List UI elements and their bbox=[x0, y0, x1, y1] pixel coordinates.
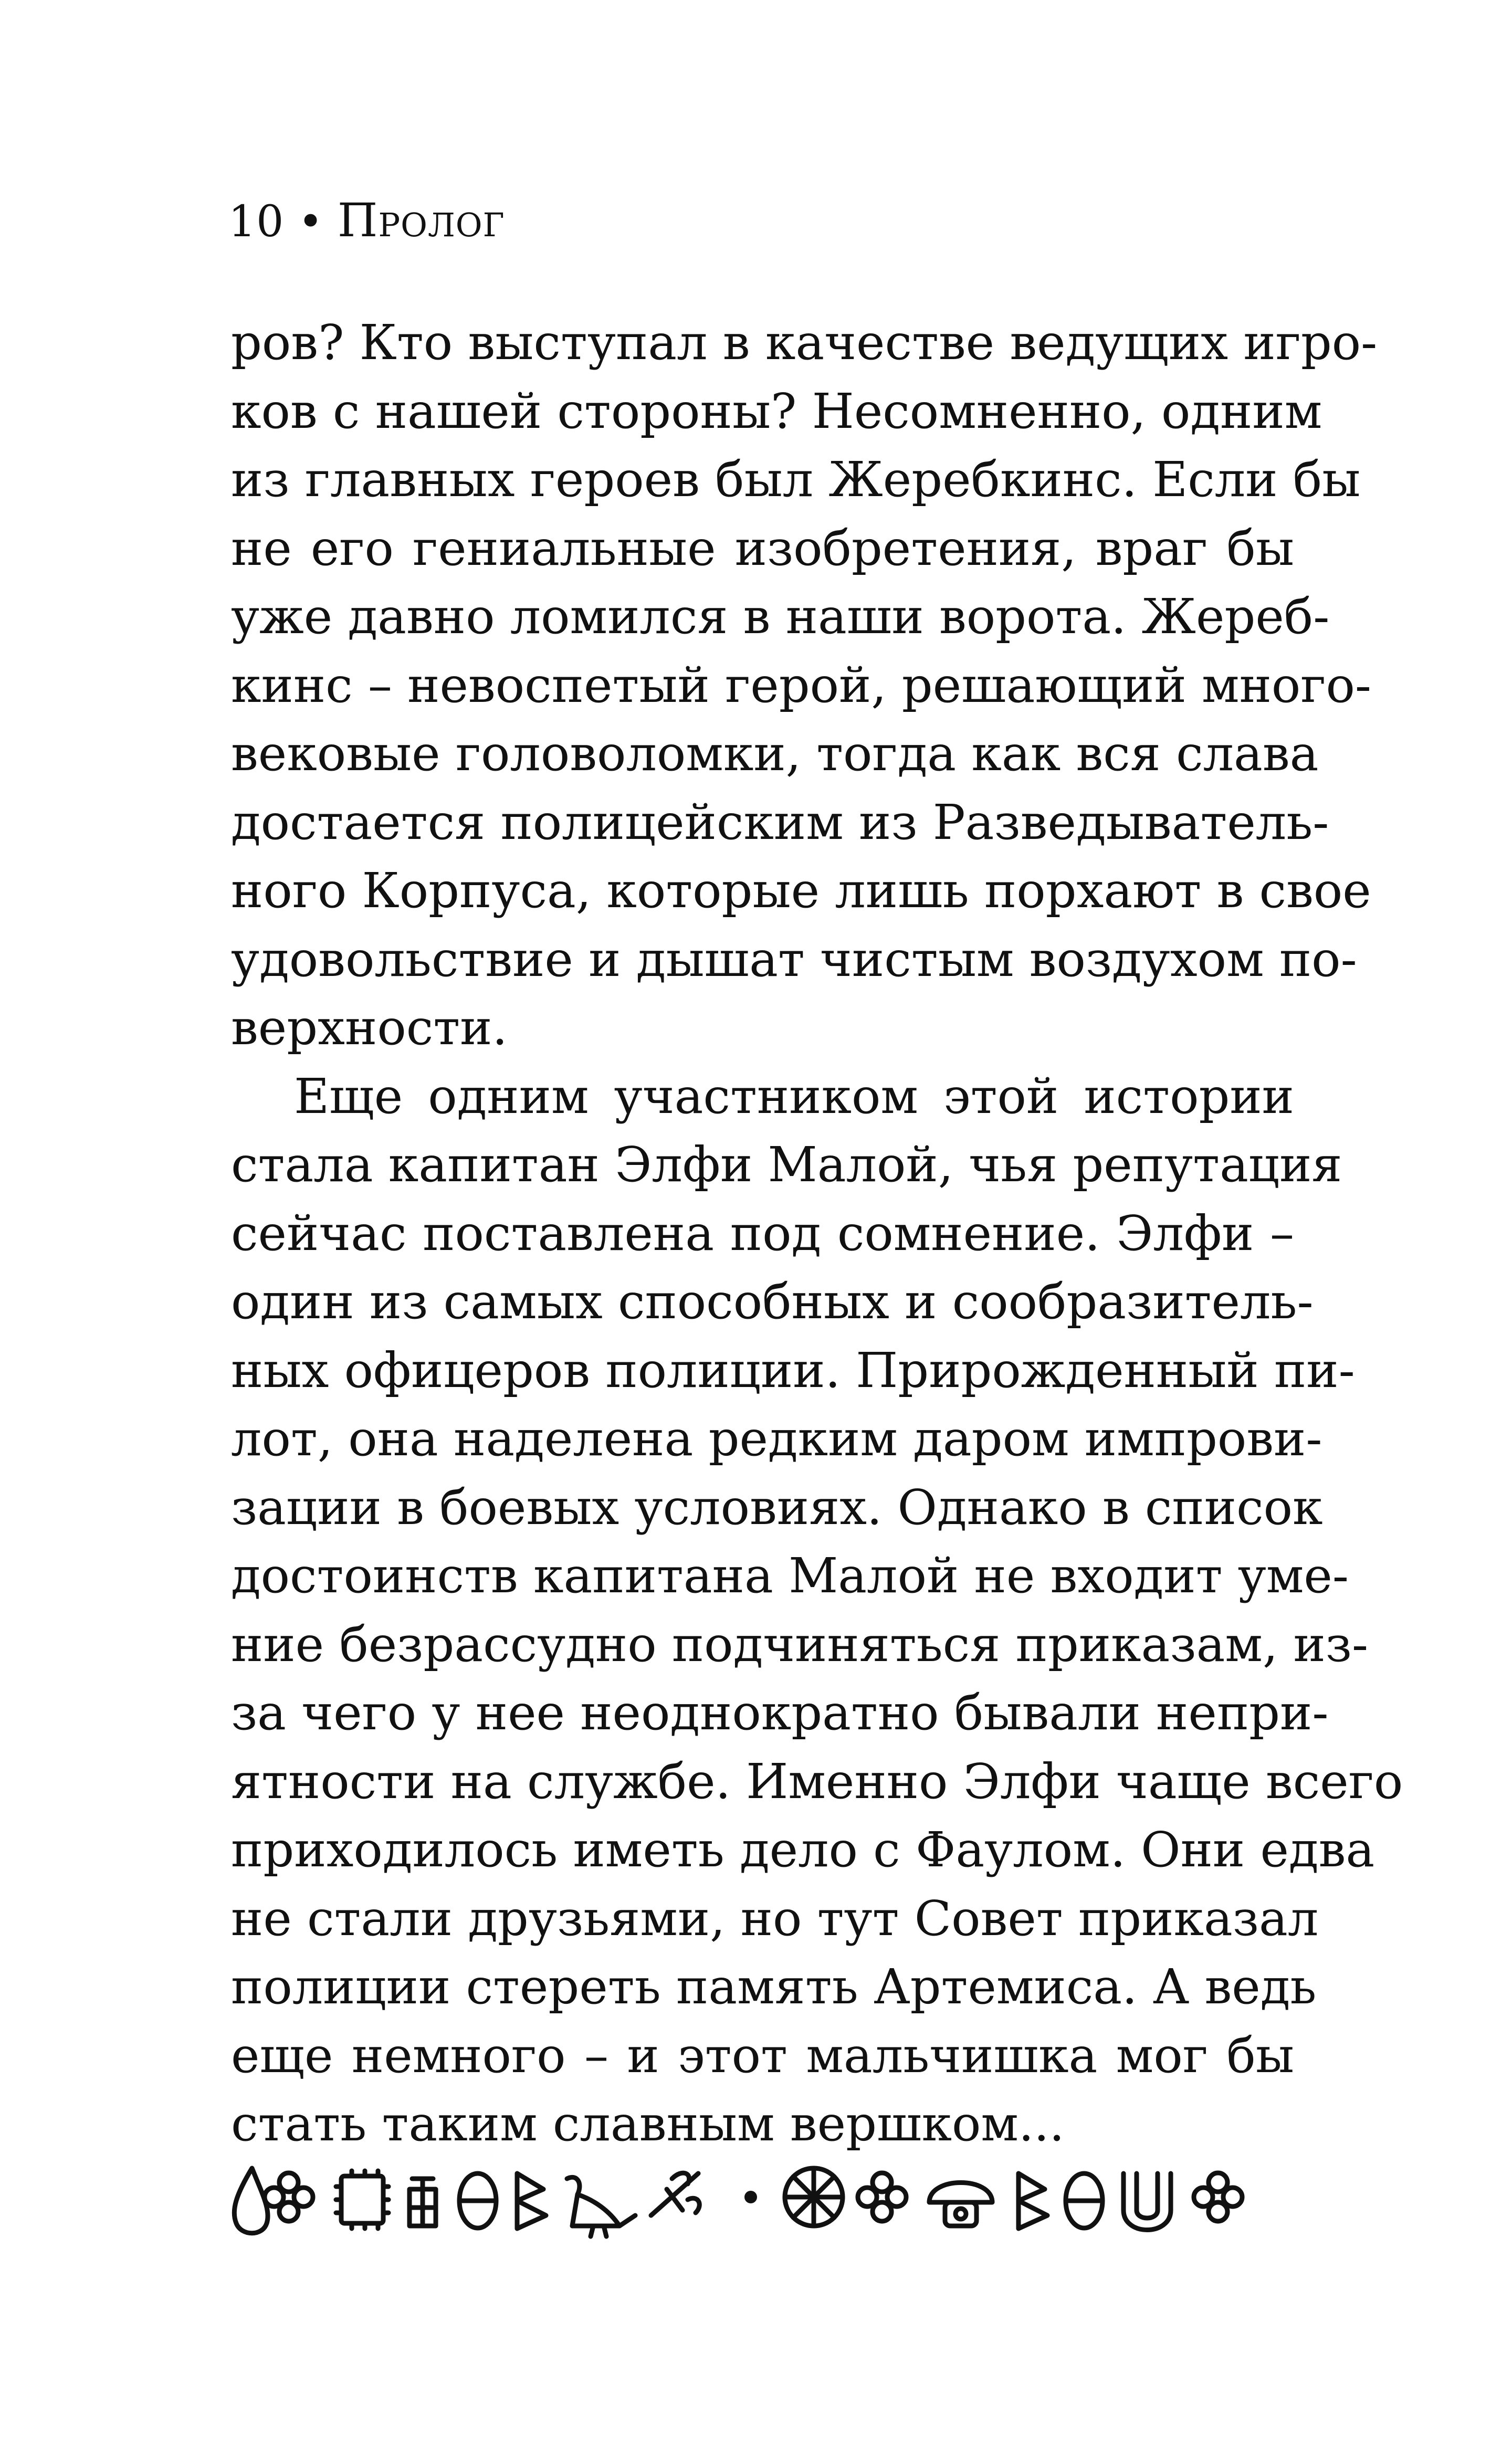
running-head bbox=[228, 194, 505, 248]
text-line: стать таким славным вершком... bbox=[231, 2096, 1065, 2152]
paragraph-1 bbox=[231, 309, 1378, 1063]
text-line: за чего у нее неоднократно бывали непри- bbox=[231, 1685, 1329, 1741]
drop-glyph-icon bbox=[234, 2168, 268, 2233]
text-line: ятности на службе. Именно Элфи чаще всего bbox=[231, 1753, 1403, 1810]
chapter-title: Пролог bbox=[337, 193, 505, 247]
text-line: кинс – невоспетый герой, решающий много- bbox=[231, 657, 1371, 713]
b-glyph-icon bbox=[517, 2173, 546, 2229]
text-line: сейчас поставлена под сомнение. Элфи – bbox=[231, 1205, 1294, 1262]
quatrefoil-glyph-icon bbox=[858, 2173, 906, 2221]
fly-glyph-icon bbox=[651, 2173, 699, 2215]
star-circle-glyph-icon bbox=[785, 2168, 843, 2226]
quatrefoil-glyph-icon bbox=[1194, 2173, 1242, 2221]
bird-glyph-icon bbox=[567, 2177, 635, 2236]
chip-glyph-icon bbox=[336, 2171, 388, 2229]
mushroom-glyph-icon bbox=[929, 2183, 992, 2226]
theta-glyph-icon bbox=[1066, 2173, 1102, 2228]
u-glyph-icon bbox=[1124, 2173, 1171, 2230]
center-dot-icon bbox=[744, 2191, 757, 2203]
text-line: верхности. bbox=[231, 1000, 508, 1056]
quatrefoil-glyph-icon bbox=[265, 2173, 313, 2221]
text-line: полиции стереть память Артемиса. А ведь bbox=[231, 1959, 1317, 2015]
text-line: еще немного – и этот мальчишка мог бы bbox=[231, 2027, 1294, 2084]
text-line: из главных героев был Жеребкинс. Если бы bbox=[231, 451, 1361, 508]
text-line: зации в боевых условиях. Однако в список bbox=[231, 1479, 1323, 1536]
header-separator: • bbox=[298, 197, 324, 247]
figure-glyph-icon bbox=[410, 2179, 436, 2226]
text-line: Еще одним участником этой истории bbox=[294, 1068, 1294, 1125]
text-line: достоинств капитана Малой не входит уме- bbox=[231, 1548, 1349, 1604]
text-line: лот, она наделена редким даром импрови- bbox=[231, 1411, 1322, 1467]
text-line: удовольствие и дышат чистым воздухом по- bbox=[231, 931, 1357, 987]
text-line: ного Корпуса, которые лишь порхают в свое bbox=[231, 863, 1371, 919]
theta-glyph-icon bbox=[459, 2173, 496, 2228]
page-number: 10 bbox=[228, 197, 285, 247]
text-line: один из самых способных и сообразитель- bbox=[231, 1274, 1314, 1330]
text-line: ков с нашей стороны? Несомненно, одним bbox=[231, 383, 1322, 439]
text-line: стала капитан Элфи Малой, чья репутация bbox=[231, 1137, 1342, 1193]
gnommish-glyph-row-icon bbox=[226, 2147, 1297, 2247]
text-line: не его гениальные изобретения, враг бы bbox=[231, 520, 1294, 576]
paragraph-2 bbox=[231, 1063, 1403, 2159]
text-line: не стали друзьями, но тут Совет приказал bbox=[231, 1890, 1319, 1947]
b-glyph-icon bbox=[1018, 2173, 1047, 2229]
text-line: уже давно ломился в наши ворота. Жереб- bbox=[231, 589, 1330, 645]
text-line: ров? Кто выступал в качестве ведущих игро- bbox=[231, 314, 1378, 371]
text-line: достается полицейским из Разведыватель- bbox=[231, 794, 1329, 850]
text-line: вековые головоломки, тогда как вся слава bbox=[231, 726, 1319, 782]
body-text bbox=[231, 309, 1403, 2159]
text-line: ных офицеров полиции. Прирожденный пи- bbox=[231, 1342, 1355, 1399]
text-line: приходилось иметь дело с Фаулом. Они едва bbox=[231, 1822, 1375, 1878]
text-line: ние безрассудно подчиняться приказам, из- bbox=[231, 1616, 1369, 1673]
